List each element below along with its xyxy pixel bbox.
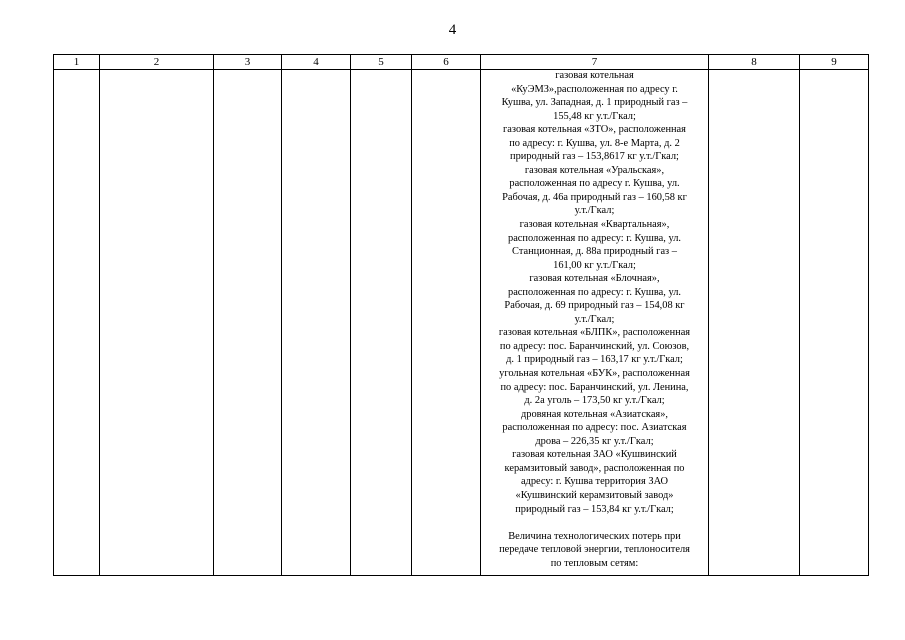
table-cell-col6	[412, 70, 481, 576]
column-header-9: 9	[800, 55, 869, 70]
page-number: 4	[448, 22, 457, 38]
table-header-row	[54, 55, 869, 70]
table-cell-col5	[351, 70, 412, 576]
table-cell-col2	[100, 70, 214, 576]
column-header-8: 8	[709, 55, 800, 70]
table-cell-col1	[54, 70, 100, 576]
table-row	[54, 70, 869, 576]
boiler-list-text: газовая котельная «КуЭМЗ»,расположенная по адресу г. Кушва, ул. Западная, д. 1 природный газ – 155,48 кг у.т./Гкал; газовая котельная «ЗТО», расположенная по адресу: г. Кушва, ул. 8-е Марта, д. 2 природный газ – 153,8617 кг у.т./Гкал; газовая котельная «Уральская», расположенная по адресу г. Кушва, ул. Рабочая, д. 46а природный газ – 160,58 кг у.т./Гкал; газовая котельная «Квартальная», расположенная по адресу: г. Кушва, ул. Станционная, д. 88а природный газ – 161,00 кг у.т./Гкал; газовая котельная «Блочная», расположенная по адресу: г. Кушва, ул. Рабочая, д. 69 природный газ – 154,08 кг у.т./Гкал; газовая котельная «БЛПК», расположенная по адресу: пос. Баранчинский, ул. Союзов, д. 1 природный газ – 163,17 кг у.т./Гкал; угольная котельная «БУК», расположенная по адресу: пос. Баранчинский, ул. Ленина, д. 2а уголь – 173,50 кг у.т./Гкал; дровяная котельная «Азиатская», расположенная по адресу: пос. Азиатская дрова – 226,35 кг у.т./Гкал; газовая котельная ЗАО «Кушвинский керамзитовый завод», расположенная по адресу: г. Кушва территория ЗАО «Кушвинский керамзитовый завод» природный газ – 153,84 кг у.т./Гкал; Величина технологических потерь при передаче тепловой энергии, теплоносителя по тепловым сетям:	[498, 70, 691, 569]
table-cell-col4	[282, 70, 351, 576]
table-cell-col9	[800, 70, 869, 576]
column-header-4: 4	[282, 55, 351, 70]
table-cell-col8	[709, 70, 800, 576]
table-cell-col7	[481, 70, 709, 576]
data-table	[53, 54, 869, 576]
table-cell-col3	[214, 70, 282, 576]
column-header-2: 2	[100, 55, 214, 70]
column-header-7: 7	[481, 55, 709, 70]
column-header-6: 6	[412, 55, 481, 70]
column-header-3: 3	[214, 55, 282, 70]
column-header-1: 1	[54, 55, 100, 70]
column-header-5: 5	[351, 55, 412, 70]
